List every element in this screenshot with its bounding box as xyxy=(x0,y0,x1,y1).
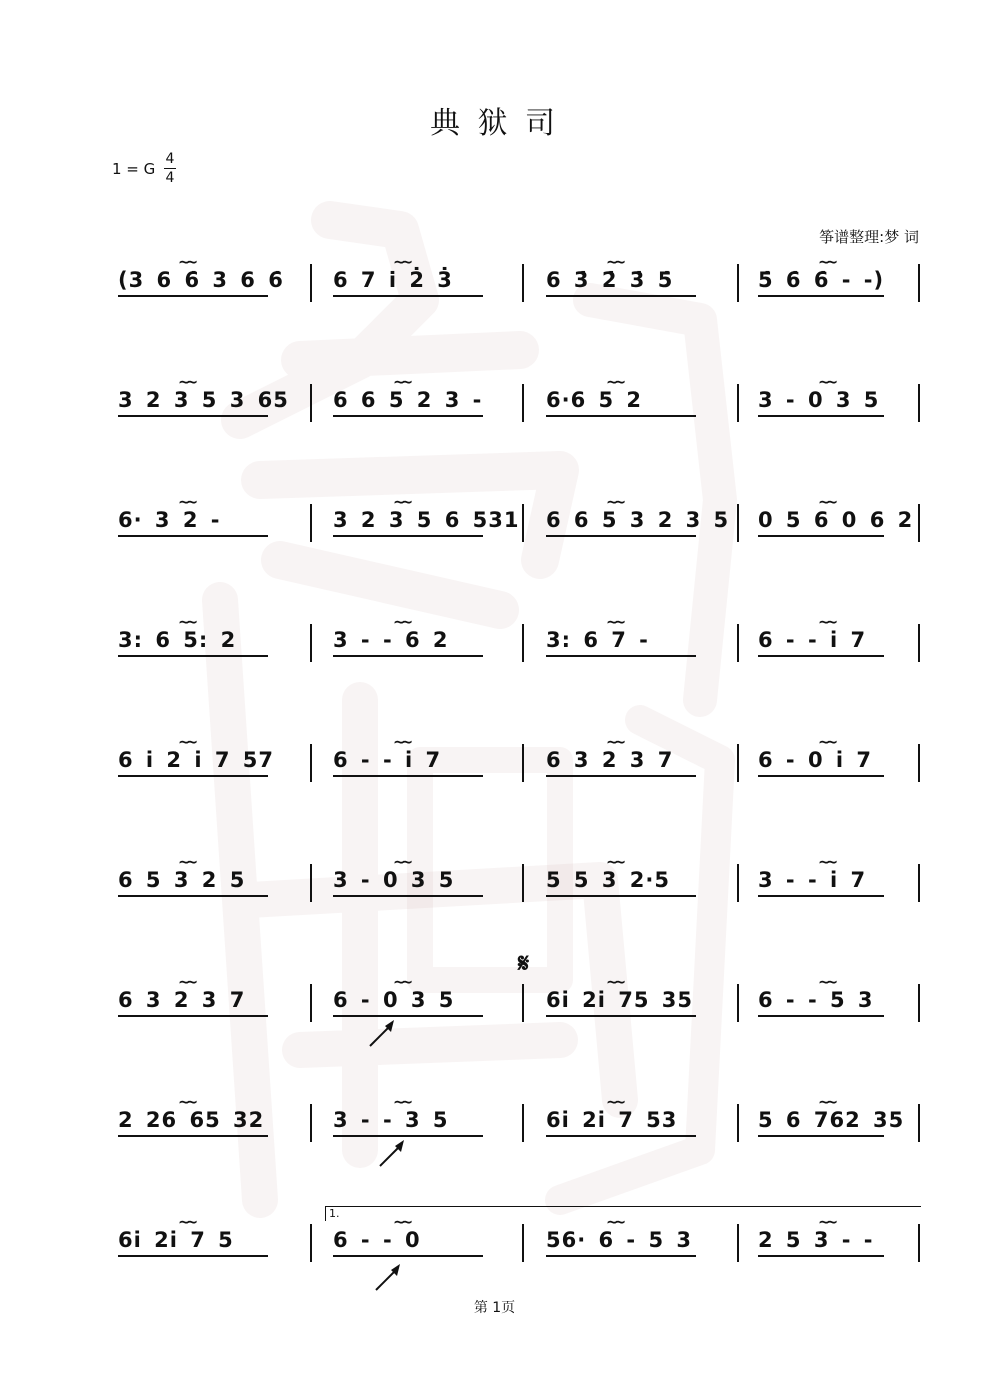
barline xyxy=(918,1104,920,1142)
score-system xyxy=(0,373,989,444)
vibrato-ornament: ~~ xyxy=(178,1213,194,1231)
measure-notes: 3 - 0 3 5 xyxy=(333,868,455,892)
measure-notes: 6 i 2 i 7 57 xyxy=(118,748,275,772)
vibrato-ornament: ~~ xyxy=(393,1093,409,1111)
measure-notes: 6 5 3 2 5 xyxy=(118,868,246,892)
measure-notes: 6 6 5 2 3 - xyxy=(333,388,483,412)
barline xyxy=(918,744,920,782)
barline xyxy=(310,744,312,782)
barline xyxy=(310,504,312,542)
beam-underline xyxy=(546,1135,696,1137)
score-system xyxy=(0,733,989,804)
beam-underline xyxy=(546,1015,696,1017)
barline xyxy=(918,504,920,542)
barline xyxy=(737,1104,739,1142)
vibrato-ornament: ~~ xyxy=(393,973,409,991)
barline xyxy=(522,504,524,542)
barline xyxy=(737,1224,739,1262)
measure-notes: 6 - - 0 xyxy=(333,1228,421,1252)
measure-notes: 5 6 762 35 xyxy=(758,1108,905,1132)
time-signature-line xyxy=(164,168,176,169)
measure-notes: 3 2 3 5 6 531 xyxy=(333,508,520,532)
vibrato-ornament: ~~ xyxy=(178,1093,194,1111)
vibrato-ornament: ~~ xyxy=(178,733,194,751)
beam-underline xyxy=(118,1135,268,1137)
score-system xyxy=(0,853,989,924)
beam-underline xyxy=(333,1135,483,1137)
vibrato-ornament: ~~ xyxy=(178,253,194,271)
measure-notes: 6 - 0 3 5 xyxy=(333,988,455,1012)
barline xyxy=(918,264,920,302)
measure-notes: 6 - - i 7 xyxy=(333,748,442,772)
beam-underline xyxy=(118,895,268,897)
arrow-icon xyxy=(378,1138,408,1168)
measure-notes: 6 - 0 i 7 xyxy=(758,748,872,772)
key-signature: 1 = G xyxy=(112,160,156,178)
score-system xyxy=(0,1213,989,1284)
vibrato-ornament: ~~ xyxy=(606,493,622,511)
barline xyxy=(522,624,524,662)
vibrato-ornament: ~~ xyxy=(393,373,409,391)
vibrato-ornament: ~~ xyxy=(818,1213,834,1231)
beam-underline xyxy=(333,535,483,537)
vibrato-ornament: ~~ xyxy=(818,493,834,511)
beam-underline xyxy=(118,655,268,657)
beam-underline xyxy=(758,655,884,657)
measure-notes: 3 - - i 7 xyxy=(758,868,867,892)
barline xyxy=(737,984,739,1022)
measure-notes: 5̇ 6̇ 6̇ - -) xyxy=(758,268,885,292)
vibrato-ornament: ~~ xyxy=(393,253,409,271)
barline xyxy=(918,1224,920,1262)
volta-bracket: 1. xyxy=(325,1206,921,1221)
beam-underline xyxy=(758,895,884,897)
measure-notes: 2 5 3 - - xyxy=(758,1228,874,1252)
beam-underline xyxy=(758,535,884,537)
barline xyxy=(737,384,739,422)
segno-icon: 𝄋 xyxy=(518,949,530,979)
vibrato-ornament: ~~ xyxy=(178,373,194,391)
beam-underline xyxy=(333,415,483,417)
barline xyxy=(737,864,739,902)
beam-underline xyxy=(118,1255,268,1257)
measure-notes: 6i 2i 7 5 xyxy=(118,1228,234,1252)
vibrato-ornament: ~~ xyxy=(818,253,834,271)
vibrato-ornament: ~~ xyxy=(818,613,834,631)
barline xyxy=(522,1224,524,1262)
time-signature xyxy=(164,150,176,187)
beam-underline xyxy=(118,775,268,777)
vibrato-ornament: ~~ xyxy=(178,853,194,871)
barline xyxy=(737,504,739,542)
measure-notes: 3 - 0 3 5 xyxy=(758,388,880,412)
measure-notes: 6 3̇ 2̇ 3̇ 5̇ xyxy=(546,268,674,292)
vibrato-ornament: ~~ xyxy=(818,973,834,991)
beam-underline xyxy=(758,1015,884,1017)
beam-underline xyxy=(546,775,696,777)
vibrato-ornament: ~~ xyxy=(818,853,834,871)
vibrato-ornament: ~~ xyxy=(178,973,194,991)
measure-notes: 3 - - 3 5 xyxy=(333,1108,449,1132)
measure-notes: 2 26 65 32 xyxy=(118,1108,265,1132)
measure-notes: 3 - - 6 2 xyxy=(333,628,449,652)
measure-notes: 6 - - i 7 xyxy=(758,628,867,652)
vibrato-ornament: ~~ xyxy=(818,373,834,391)
measure-notes: 0 5 6 0 6 2 xyxy=(758,508,914,532)
barline xyxy=(310,984,312,1022)
measure-notes: 6·6 5 2 xyxy=(546,388,643,412)
beam-underline xyxy=(758,1255,884,1257)
beam-underline xyxy=(546,535,696,537)
score-system xyxy=(0,253,989,324)
beam-underline xyxy=(758,415,884,417)
beam-underline xyxy=(333,655,483,657)
vibrato-ornament: ~~ xyxy=(606,613,622,631)
vibrato-ornament: ~~ xyxy=(606,973,622,991)
beam-underline xyxy=(333,295,483,297)
score-system xyxy=(0,613,989,684)
measure-notes: 3 2 3 5 3 65 xyxy=(118,388,289,412)
beam-underline xyxy=(758,1135,884,1137)
barline xyxy=(310,384,312,422)
score-system xyxy=(0,973,989,1044)
measure-notes: 56· 6 - 5 3 xyxy=(546,1228,692,1252)
barline xyxy=(522,864,524,902)
barline xyxy=(310,1104,312,1142)
barline xyxy=(522,744,524,782)
score-system xyxy=(0,1093,989,1164)
beam-underline xyxy=(758,775,884,777)
beam-underline xyxy=(333,775,483,777)
measure-notes: 3: 6 7 - xyxy=(546,628,649,652)
vibrato-ornament: ~~ xyxy=(393,493,409,511)
arranger-credit: 筝谱整理:梦 词 xyxy=(819,228,919,246)
vibrato-ornament: ~~ xyxy=(606,1093,622,1111)
beam-underline xyxy=(546,295,696,297)
barline xyxy=(918,984,920,1022)
measure-notes: 6 6 5 3 2 3 5 xyxy=(546,508,730,532)
vibrato-ornament: ~~ xyxy=(606,1213,622,1231)
vibrato-ornament: ~~ xyxy=(606,733,622,751)
beam-underline xyxy=(546,655,696,657)
barline xyxy=(918,864,920,902)
beam-underline xyxy=(333,1255,483,1257)
beam-underline xyxy=(546,1255,696,1257)
barline xyxy=(310,864,312,902)
page-number: 第 1页 xyxy=(473,1300,516,1316)
time-signature-bottom: 4 xyxy=(165,170,175,186)
vibrato-ornament: ~~ xyxy=(606,373,622,391)
vibrato-ornament: ~~ xyxy=(393,613,409,631)
beam-underline xyxy=(758,295,884,297)
vibrato-ornament: ~~ xyxy=(606,853,622,871)
vibrato-ornament: ~~ xyxy=(393,1213,409,1231)
measure-notes: 5 5 3 2·5 xyxy=(546,868,670,892)
vibrato-ornament: ~~ xyxy=(818,1093,834,1111)
barline xyxy=(310,624,312,662)
measure-notes: 6 7 i̇ 2̇ 3̇ xyxy=(333,268,453,292)
beam-underline xyxy=(118,1015,268,1017)
measure-notes: 3: 6 5: 2 xyxy=(118,628,237,652)
time-signature-top: 4 xyxy=(165,151,175,167)
arrow-icon xyxy=(374,1262,404,1292)
barline xyxy=(310,1224,312,1262)
measure-notes: 6i 2i 7 53 xyxy=(546,1108,678,1132)
measure-notes: (3 6 6̇ 3 6 6̇ xyxy=(118,268,284,292)
vibrato-ornament: ~~ xyxy=(178,613,194,631)
barline xyxy=(522,1104,524,1142)
beam-underline xyxy=(333,895,483,897)
barline xyxy=(310,264,312,302)
measure-notes: 6 3 2 3 7 xyxy=(118,988,246,1012)
page-title: 典 狱 司 xyxy=(429,106,560,141)
beam-underline xyxy=(546,895,696,897)
arrow-icon xyxy=(368,1018,398,1048)
measure-notes: 6 - - 5 3 xyxy=(758,988,874,1012)
vibrato-ornament: ~~ xyxy=(178,493,194,511)
measure-notes: 6· 3 2 - xyxy=(118,508,221,532)
vibrato-ornament: ~~ xyxy=(393,733,409,751)
vibrato-ornament: ~~ xyxy=(393,853,409,871)
barline xyxy=(737,624,739,662)
beam-underline xyxy=(546,415,696,417)
barline xyxy=(737,264,739,302)
beam-underline xyxy=(333,1015,483,1017)
vibrato-ornament: ~~ xyxy=(818,733,834,751)
measure-notes: 6 3 2 3 7 xyxy=(546,748,674,772)
measure-notes: 6i 2i 75 35 xyxy=(546,988,694,1012)
barline xyxy=(737,744,739,782)
beam-underline xyxy=(118,535,268,537)
score-system xyxy=(0,493,989,564)
barline xyxy=(918,624,920,662)
barline xyxy=(522,984,524,1022)
vibrato-ornament: ~~ xyxy=(606,253,622,271)
beam-underline xyxy=(118,295,268,297)
barline xyxy=(522,384,524,422)
beam-underline xyxy=(118,415,268,417)
barline xyxy=(918,384,920,422)
barline xyxy=(522,264,524,302)
